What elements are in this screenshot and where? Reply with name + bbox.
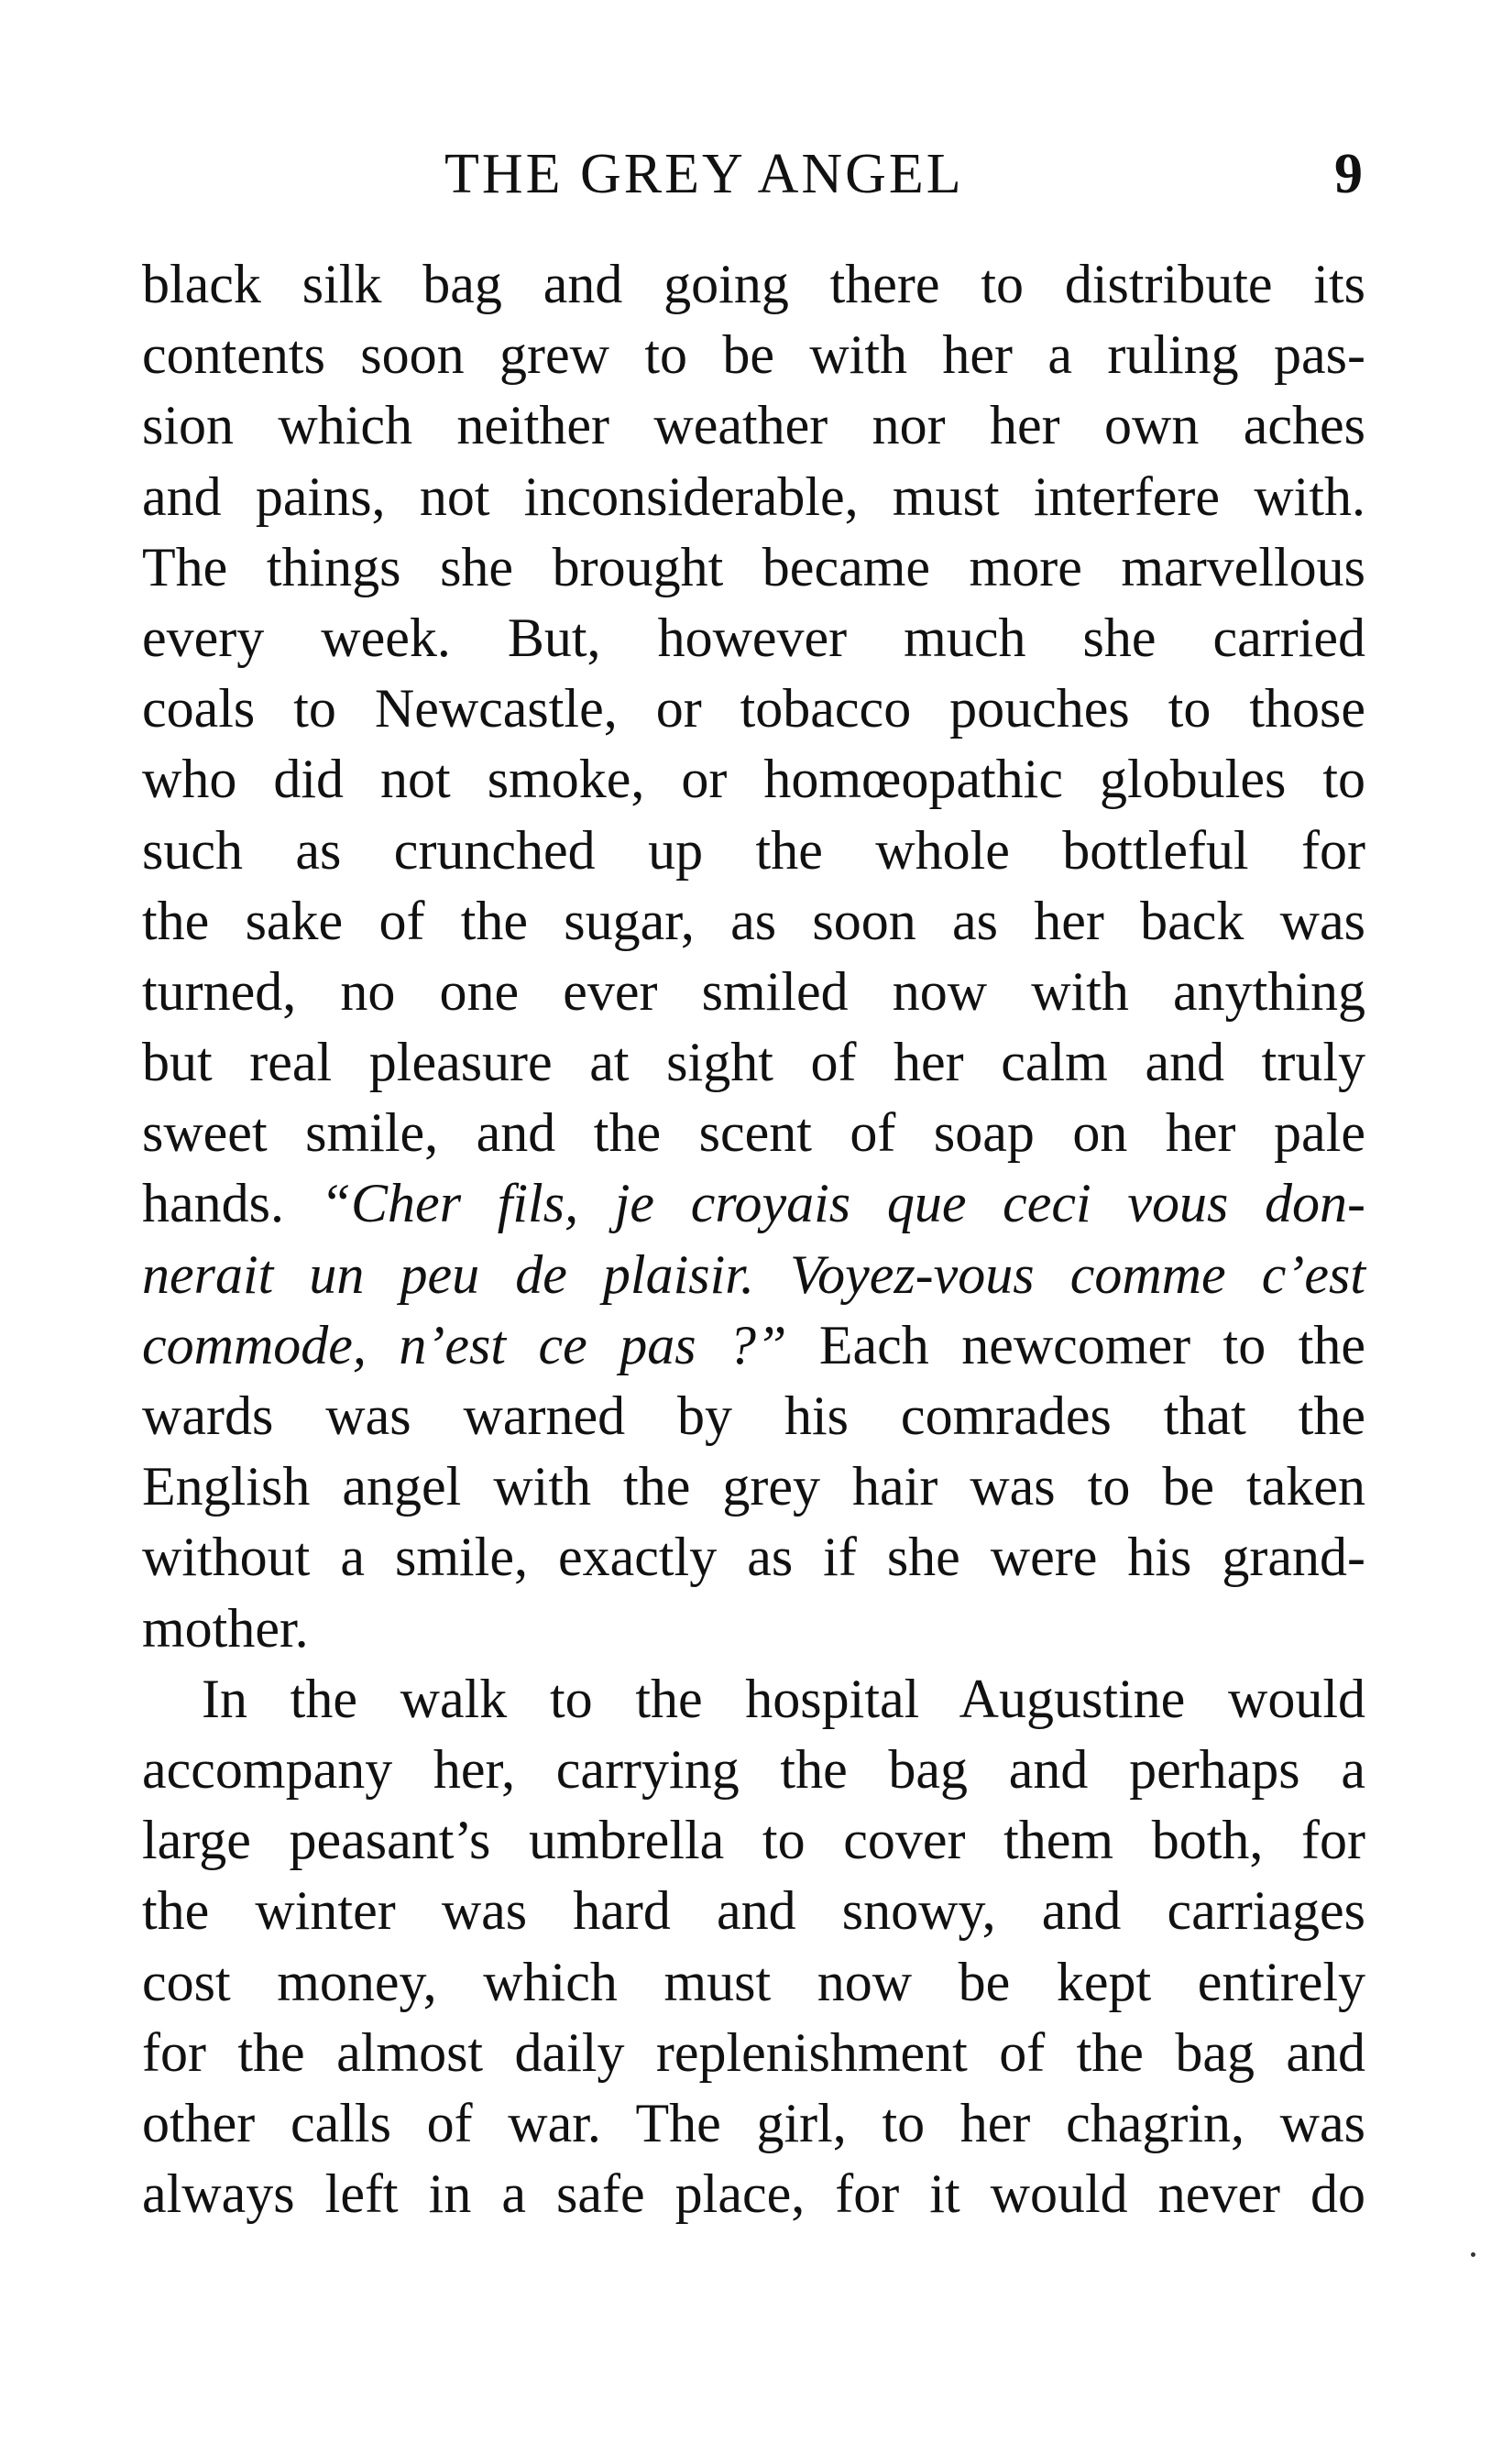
text-line: English angel with the grey hair was to be taken — [142, 1456, 1365, 1517]
text-line — [142, 1240, 1365, 1310]
text-line: wards was warned by his comrades that the — [142, 1385, 1365, 1446]
ink-speck — [1471, 2252, 1475, 2257]
text-line — [142, 1310, 1365, 1381]
text-line: accompany her, carrying the bag and perhaps a — [142, 1738, 1365, 1800]
text-line: the sake of the sugar, as soon as her back was — [142, 890, 1365, 951]
french-quote: nerait un peu de plaisir. Voyez-vous comme c’est — [142, 1243, 1365, 1305]
text-line: who did not smoke, or homœopathic globules to — [142, 749, 1365, 810]
text-line: black silk bag and going there to distribute its — [142, 254, 1365, 314]
text-line: other calls of war. The girl, to her chagrin, was — [142, 2092, 1365, 2153]
page-number: 9 — [1334, 143, 1365, 205]
text-line: such as crunched up the whole bottleful for — [142, 819, 1365, 881]
text-line: The things she brought became more marvellous — [142, 536, 1365, 597]
text-line: without a smile, exactly as if she were his grand- — [142, 1527, 1365, 1588]
text-line: but real pleasure at sight of her calm and truly — [142, 1032, 1365, 1093]
running-title: THE GREY ANGEL — [444, 143, 964, 205]
text-line: for the almost daily replenishment of the bag and — [142, 2021, 1365, 2083]
text-line: every week. But, however much she carried — [142, 607, 1365, 668]
running-head — [142, 137, 1365, 211]
text-line: mother. — [142, 1597, 309, 1659]
text-line: sweet smile, and the scent of soap on her pale — [142, 1102, 1365, 1164]
text-line: sion which neither weather nor her own aches — [142, 395, 1365, 456]
text-line — [142, 1168, 1365, 1239]
french-quote: “Cher fils, je croyais que ceci vous don- — [320, 1173, 1366, 1234]
text-line: always left in a safe place, for it would never do — [142, 2163, 1365, 2225]
french-quote: commode, n’est ce pas ?” — [142, 1314, 787, 1375]
line-roman: hands. — [142, 1173, 321, 1234]
text-line: turned, no one ever smiled now with anything — [142, 960, 1365, 1022]
text-line: and pains, not inconsiderable, must interfere with. — [142, 465, 1365, 527]
text-line: the winter was hard and snowy, and carriages — [142, 1880, 1365, 1942]
text-line: contents soon grew to be with her a ruling pas- — [142, 324, 1365, 386]
body-text — [142, 249, 1365, 2229]
text-line: In the walk to the hospital Augustine would — [202, 1668, 1365, 1729]
text-line: coals to Newcastle, or tobacco pouches to those — [142, 678, 1365, 739]
line-roman: Each newcomer to the — [786, 1314, 1365, 1375]
text-line: cost money, which must now be kept entirely — [142, 1951, 1365, 2012]
text-line: large peasant’s umbrella to cover them both, for — [142, 1810, 1365, 1871]
